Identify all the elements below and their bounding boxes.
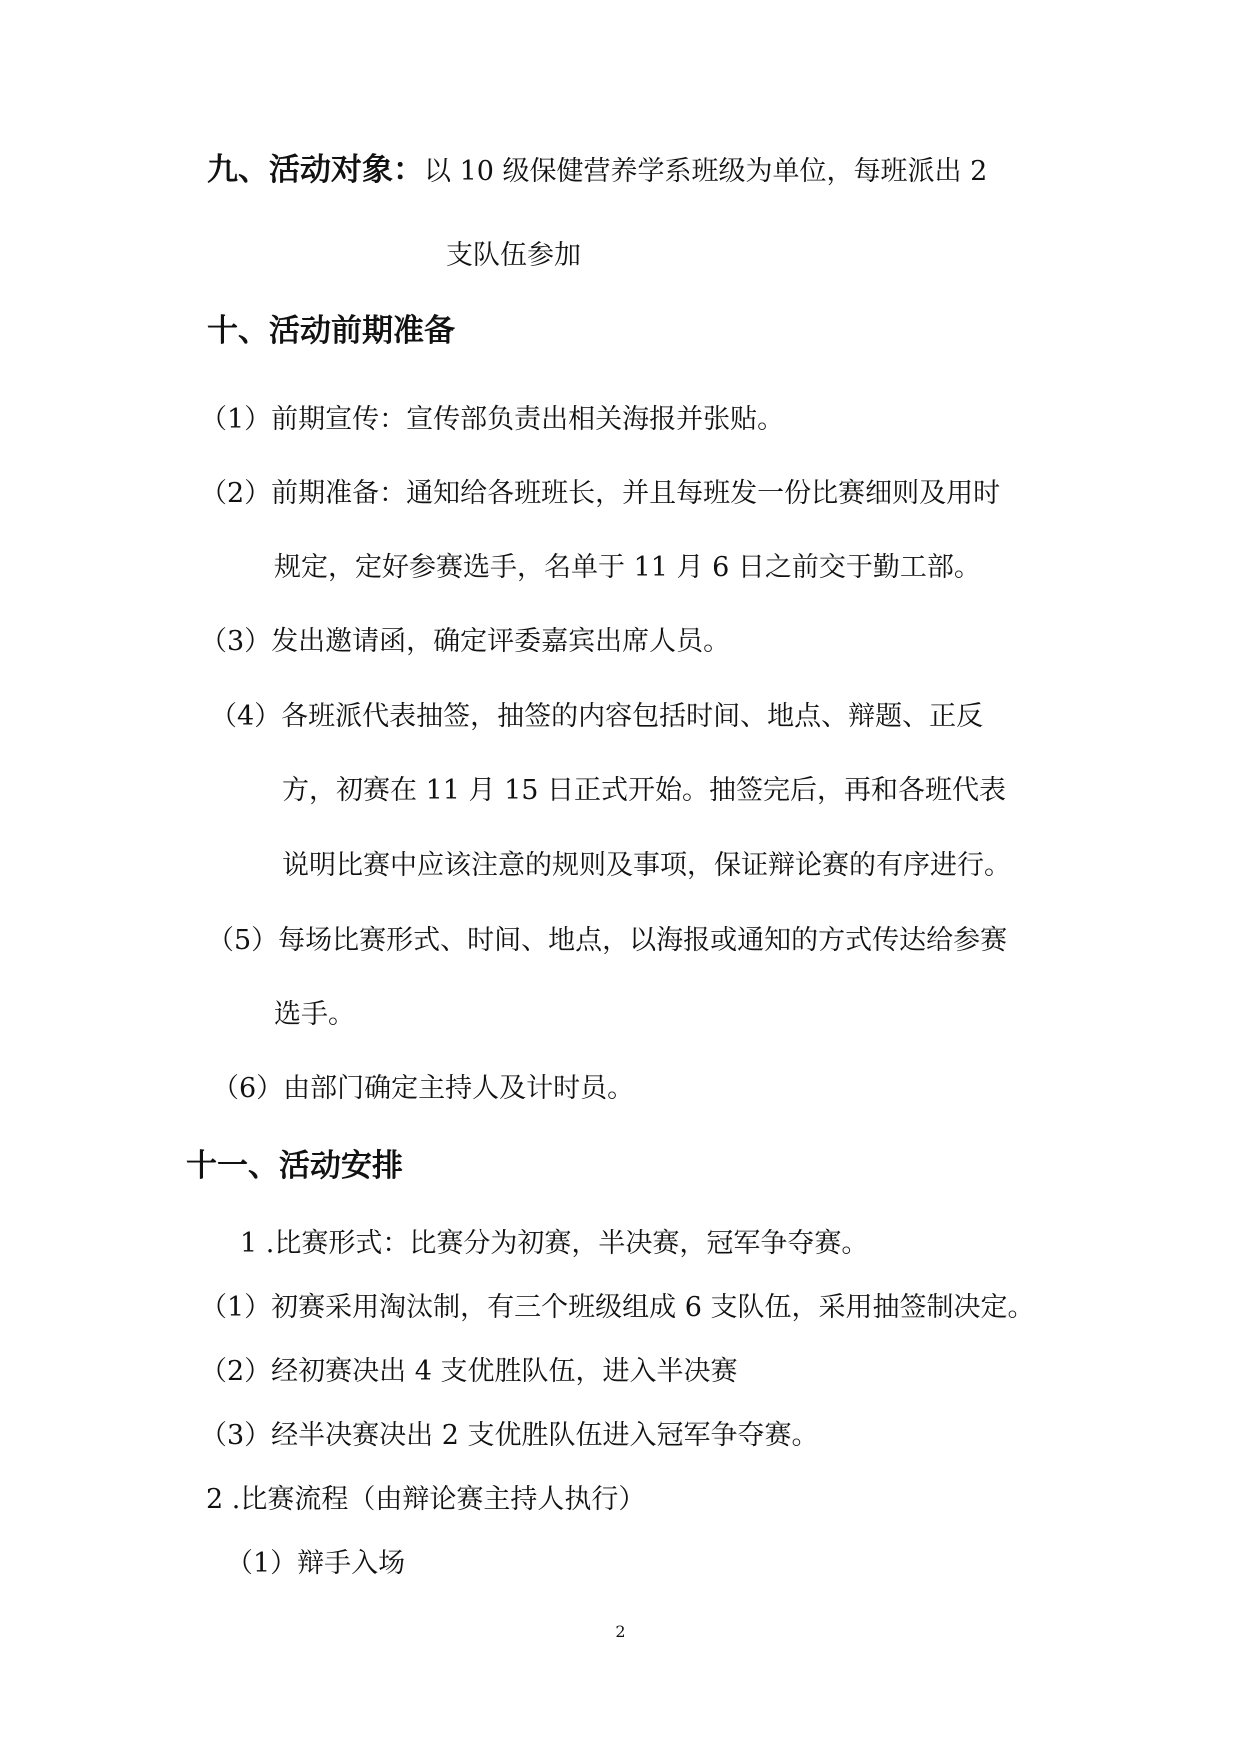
section9-line: [207, 152, 987, 190]
section10-item-2: （2）前期准备：通知给各班班长，并且每班发一份比赛细则及用时: [200, 478, 1001, 509]
section11-item-1: 1 .比赛形式：比赛分为初赛，半决赛，冠军争夺赛。: [240, 1228, 869, 1259]
page-number: 2: [615, 1622, 626, 1641]
section11-item-6: （1）辩手入场: [226, 1548, 406, 1579]
section9-text: 以 10 级保健营养学系班级为单位，每班派出 2: [424, 156, 988, 187]
section9-cont: 支队伍参加: [446, 240, 581, 271]
section11-item-2: （1）初赛采用淘汰制，有三个班级组成 6 支队伍，采用抽签制决定。: [200, 1292, 1035, 1323]
section11-heading: 十一、活动安排: [186, 1148, 403, 1184]
section10-heading: 十、活动前期准备: [207, 313, 455, 349]
section10-item-4-cont1: 方，初赛在 11 月 15 日正式开始。抽签完后，再和各班代表: [282, 775, 1007, 806]
section10-item-2-cont: 规定，定好参赛选手，名单于 11 月 6 日之前交于勤工部。: [274, 552, 981, 583]
section10-item-5: （5）每场比赛形式、时间、地点，以海报或通知的方式传达给参赛: [207, 925, 1008, 956]
section10-item-3: （3）发出邀请函，确定评委嘉宾出席人员。: [200, 626, 731, 657]
section9-heading: 九、活动对象：: [207, 152, 424, 188]
section10-item-6: （6）由部门确定主持人及计时员。: [212, 1073, 635, 1104]
section10-item-1: （1）前期宣传：宣传部负责出相关海报并张贴。: [200, 404, 785, 435]
section11-item-4: （3）经半决赛决出 2 支优胜队伍进入冠军争夺赛。: [200, 1420, 819, 1451]
section10-item-4: （4）各班派代表抽签，抽签的内容包括时间、地点、辩题、正反: [210, 701, 984, 732]
section11-item-3: （2）经初赛决出 4 支优胜队伍，进入半决赛: [200, 1356, 738, 1387]
section10-item-5-cont: 选手。: [274, 999, 355, 1030]
section11-item-5: 2 .比赛流程（由辩论赛主持人执行）: [206, 1484, 646, 1515]
section10-item-4-cont2: 说明比赛中应该注意的规则及事项，保证辩论赛的有序进行。: [282, 850, 1011, 881]
